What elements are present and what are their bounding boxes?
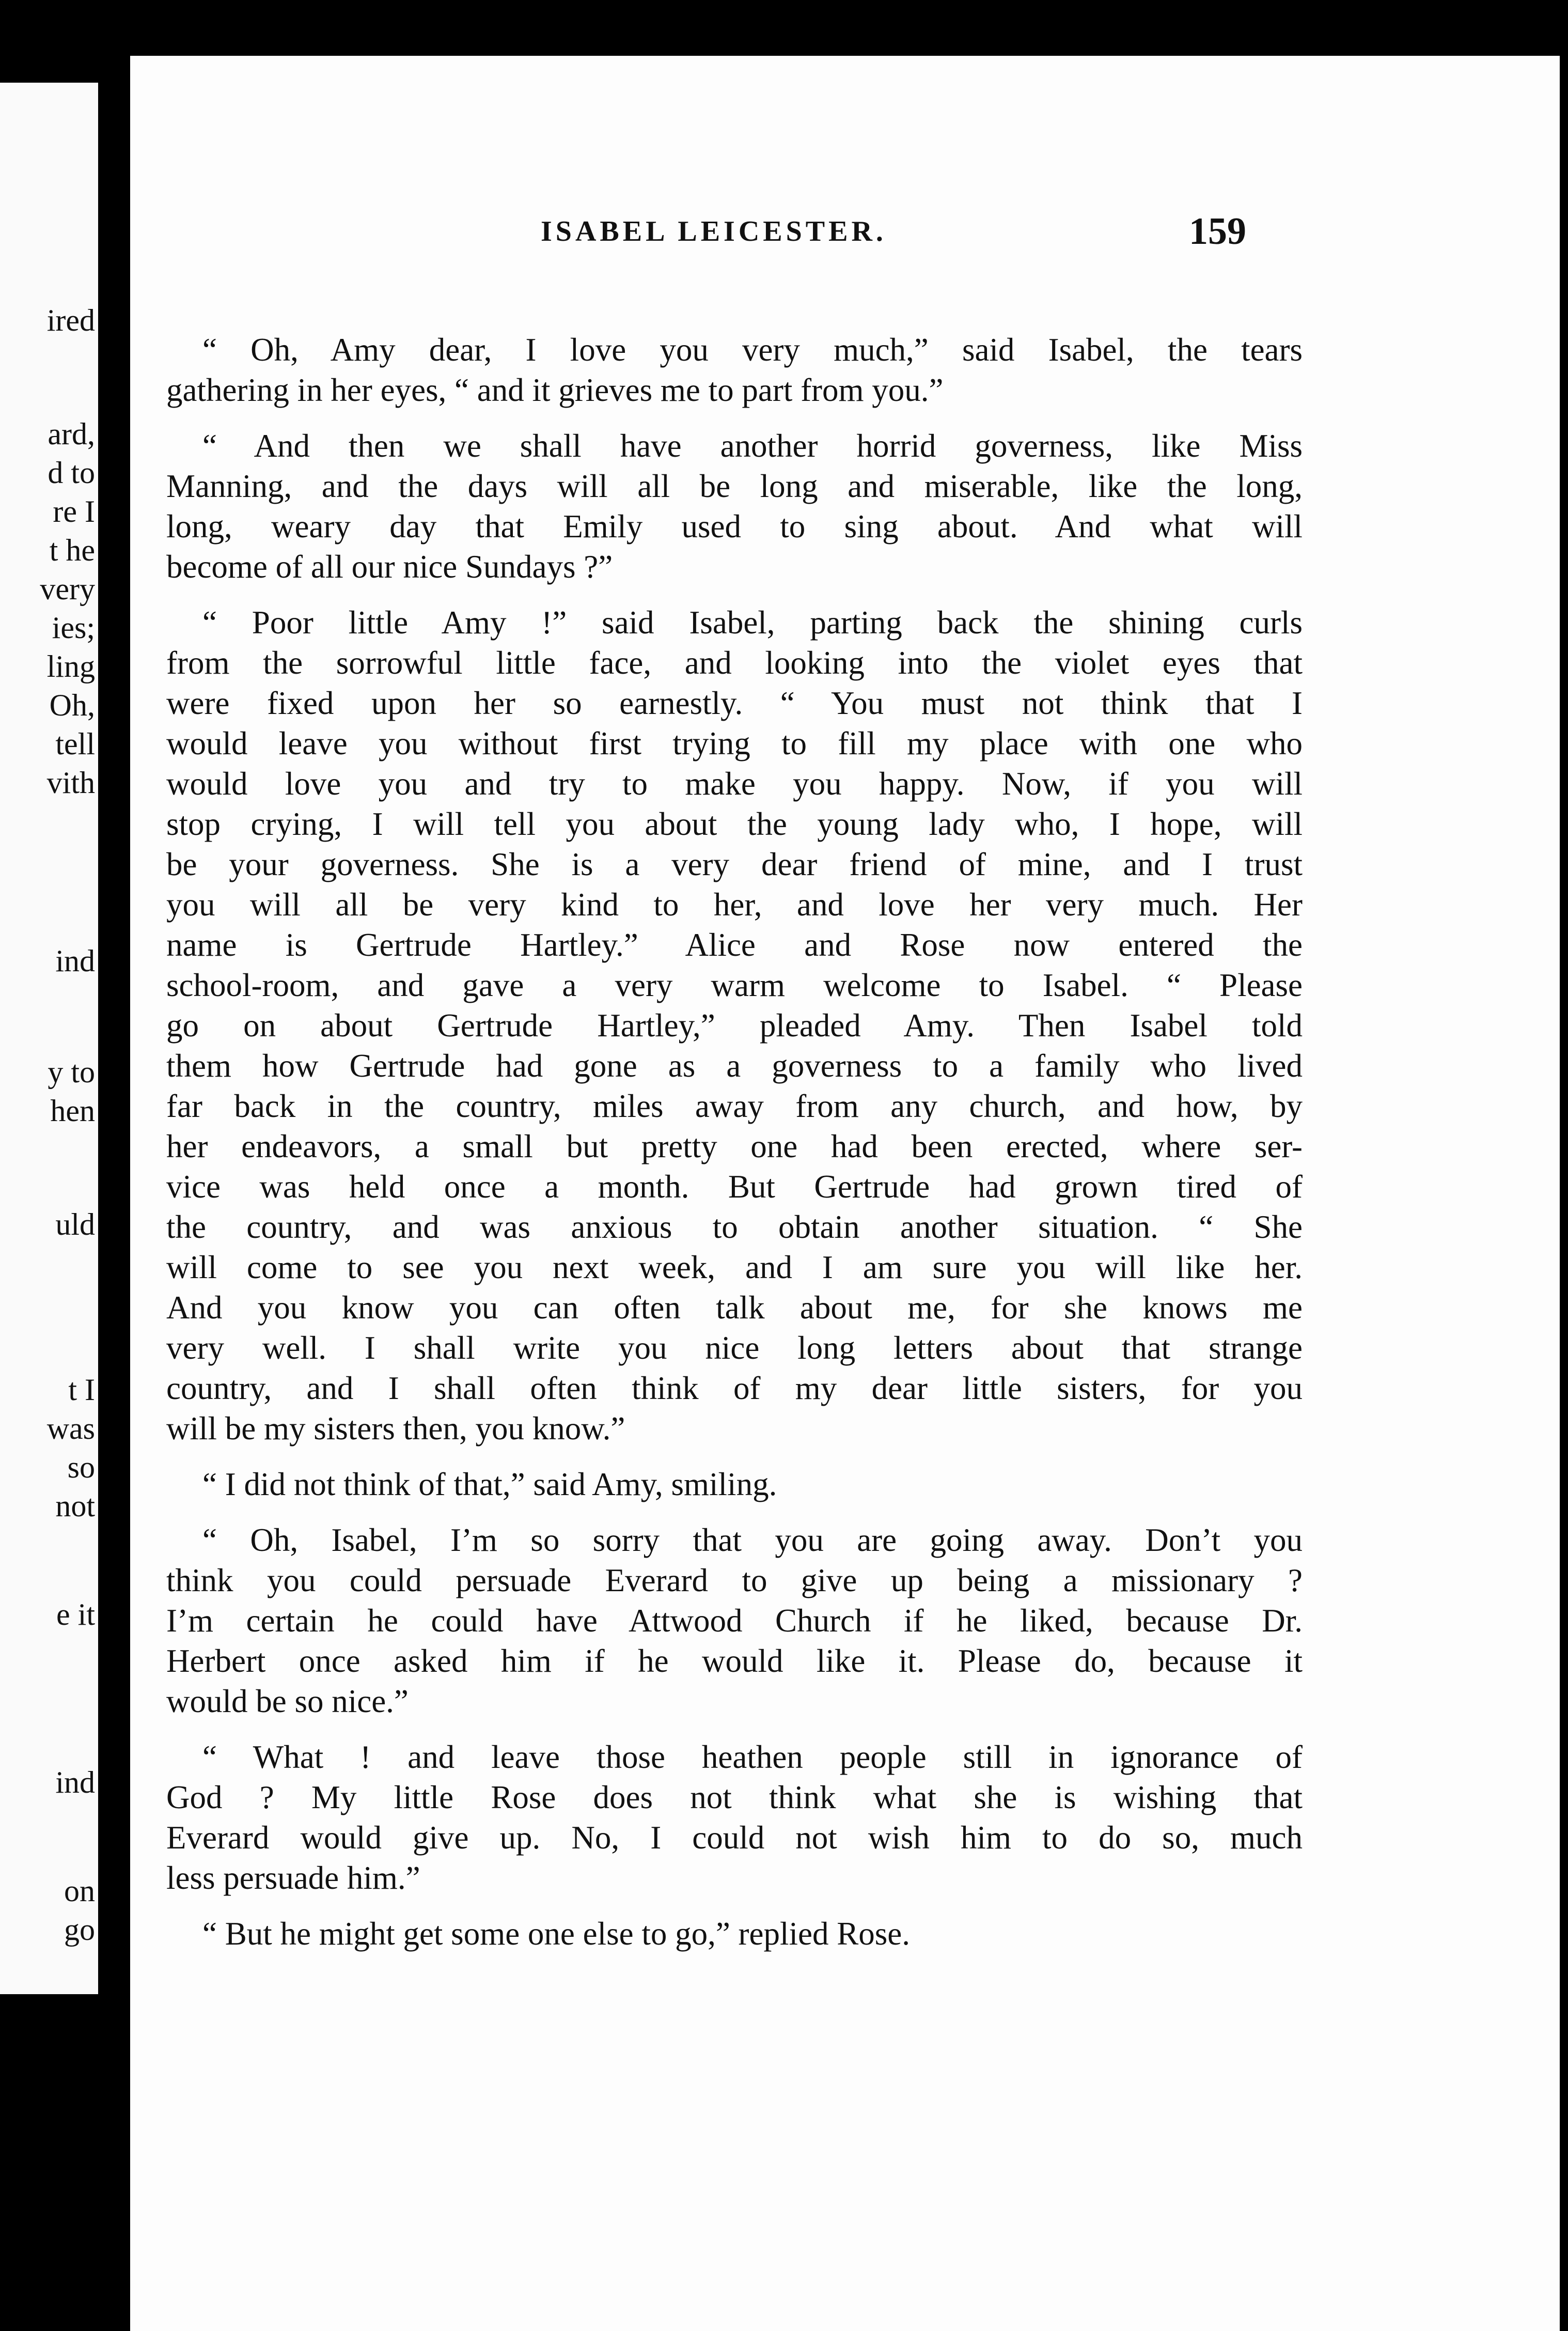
facing-page-fragment: very — [40, 572, 95, 606]
text-line: will come to see you next week, and I am sure you will like her. — [166, 1249, 1303, 1285]
text-line: would love you and try to make you happy. Now, if you will — [166, 766, 1303, 802]
text-line: school-room, and gave a very warm welcome to Isabel. “ Please — [166, 967, 1303, 1003]
text-line: very well. I shall write you nice long letters about that strange — [166, 1330, 1303, 1366]
text-line: less persuade him.” — [166, 1860, 420, 1896]
text-line: the country, and was anxious to obtain another situation. “ She — [166, 1209, 1303, 1245]
text-line: become of all our nice Sundays ?” — [166, 549, 613, 585]
text-line: And you know you can often talk about me, for she knows me — [166, 1289, 1303, 1326]
paragraph — [166, 1914, 1303, 1954]
page-header — [130, 203, 1560, 260]
facing-page-fragment: uld — [55, 1207, 95, 1241]
paragraph — [166, 1464, 1303, 1504]
text-line: them how Gertrude had gone as a governess to a family who lived — [166, 1048, 1303, 1084]
text-line: “ Poor little Amy !” said Isabel, parting back the shining curls — [202, 604, 1303, 641]
page-number: 159 — [1189, 210, 1246, 253]
facing-page-fragment: ind — [55, 1765, 95, 1799]
facing-page-fragment: go — [64, 1913, 95, 1947]
facing-page-fragment: re I — [53, 494, 95, 529]
facing-page-fragment: t he — [49, 533, 95, 567]
text-line: “ What ! and leave those heathen people still in ignorance of — [202, 1739, 1303, 1775]
text-line: long, weary day that Emily used to sing about. And what will — [166, 508, 1303, 545]
text-line: “ Oh, Amy dear, I love you very much,” said Isabel, the tears — [202, 332, 1303, 368]
facing-page-fragment: ies; — [52, 611, 95, 645]
text-line: vice was held once a month. But Gertrude had grown tired of — [166, 1169, 1303, 1205]
running-title: ISABEL LEICESTER. — [541, 215, 887, 247]
facing-page-fragment: ired — [46, 303, 95, 337]
paragraph — [166, 426, 1303, 587]
text-line: Herbert once asked him if he would like it. Please do, because it — [166, 1643, 1303, 1679]
facing-page-fragment: hen — [50, 1094, 95, 1128]
text-line: from the sorrowful little face, and looking into the violet eyes that — [166, 645, 1303, 681]
paragraph — [166, 602, 1303, 1449]
facing-page-fragment: on — [64, 1874, 95, 1908]
facing-page-fragment: e it — [56, 1597, 95, 1631]
facing-page-fragment: tell — [55, 727, 95, 761]
facing-page-fragment: y to — [48, 1055, 95, 1089]
facing-page-fragment: was — [46, 1411, 95, 1446]
text-line: think you could persuade Everard to give up being a missionary ? — [166, 1562, 1303, 1598]
body-text — [166, 330, 1303, 1969]
facing-page-fragment: ind — [55, 944, 95, 978]
facing-page-fragment: not — [55, 1489, 95, 1523]
facing-page-fragment: vith — [46, 766, 95, 800]
paragraph — [166, 1737, 1303, 1898]
text-line: “ And then we shall have another horrid governess, like Miss — [202, 428, 1303, 464]
paragraph — [166, 1520, 1303, 1721]
text-line: name is Gertrude Hartley.” Alice and Rose now entered the — [166, 927, 1303, 963]
text-line: you will all be very kind to her, and love her very much. Her — [166, 887, 1303, 923]
text-line: would be so nice.” — [166, 1683, 409, 1719]
text-line: “ But he might get some one else to go,” replied Rose. — [202, 1916, 910, 1952]
facing-page-edge — [0, 83, 98, 1994]
text-line: Everard would give up. No, I could not wish him to do so, much — [166, 1820, 1303, 1856]
facing-page-fragment: ling — [46, 649, 95, 683]
text-line: stop crying, I will tell you about the young lady who, I hope, will — [166, 806, 1303, 842]
paragraph — [166, 330, 1303, 410]
text-line: country, and I shall often think of my dear little sisters, for you — [166, 1370, 1303, 1406]
facing-page-fragment: Oh, — [49, 688, 95, 722]
text-line: be your governess. She is a very dear friend of mine, and I trust — [166, 846, 1303, 882]
text-line: her endeavors, a small but pretty one had been erected, where ser- — [166, 1128, 1303, 1164]
facing-page-fragment: t I — [68, 1373, 95, 1407]
facing-page-fragment: ard, — [48, 417, 95, 451]
text-line: “ I did not think of that,” said Amy, smiling. — [202, 1466, 777, 1502]
text-line: “ Oh, Isabel, I’m so sorry that you are going away. Don’t you — [202, 1522, 1303, 1558]
facing-page-fragment: d to — [48, 456, 95, 490]
text-line: far back in the country, miles away from any church, and how, by — [166, 1088, 1303, 1124]
text-line: I’m certain he could have Attwood Church if he liked, because Dr. — [166, 1603, 1303, 1639]
text-line: would leave you without first trying to fill my place with one who — [166, 725, 1303, 762]
facing-page-fragment: so — [67, 1450, 95, 1484]
text-line: gathering in her eyes, “ and it grieves me to part from you.” — [166, 372, 944, 408]
text-line: were fixed upon her so earnestly. “ You must not think that I — [166, 685, 1303, 721]
text-line: God ? My little Rose does not think what she is wishing that — [166, 1779, 1303, 1815]
text-line: Manning, and the days will all be long and miserable, like the long, — [166, 468, 1303, 504]
book-page — [130, 56, 1560, 2331]
text-line: will be my sisters then, you know.” — [166, 1410, 625, 1447]
text-line: go on about Gertrude Hartley,” pleaded Amy. Then Isabel told — [166, 1007, 1303, 1044]
